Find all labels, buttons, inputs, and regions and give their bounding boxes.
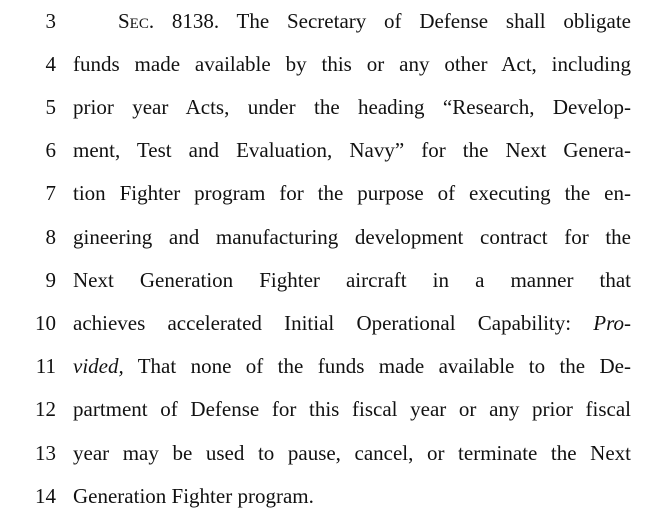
- text-segment: achieves accelerated Initial Operational Capability:: [73, 311, 594, 335]
- text-segment: 8138. The Secretary of Defense shall obligate: [154, 9, 631, 33]
- line-text: [73, 172, 631, 215]
- line-text: [73, 259, 631, 302]
- text-line: [0, 302, 660, 345]
- text-line: [0, 475, 660, 518]
- text-line: [0, 259, 660, 302]
- line-text: [73, 216, 631, 259]
- text-segment: tion Fighter program for the purpose of executing the en-: [73, 181, 631, 205]
- text-segment: ment, Test and Evaluation, Navy” for the Next Genera-: [73, 138, 631, 162]
- line-number: 13: [35, 441, 56, 465]
- line-number: 8: [45, 225, 56, 249]
- text-segment: prior year Acts, under the heading “Research, Develop-: [73, 95, 631, 119]
- line-number: 6: [45, 138, 56, 162]
- text-line: [0, 388, 660, 431]
- line-number: 14: [35, 484, 56, 508]
- line-number: 5: [45, 95, 56, 119]
- line-text: [73, 302, 631, 345]
- text-segment: gineering and manufacturing development contract for the: [73, 225, 631, 249]
- line-number: 7: [45, 181, 56, 205]
- text-line: [0, 129, 660, 172]
- text-line: [0, 172, 660, 215]
- line-number: 12: [35, 397, 56, 421]
- line-number: 4: [45, 52, 56, 76]
- line-text: [73, 388, 631, 431]
- text-line: [0, 0, 660, 43]
- line-text: [73, 43, 631, 86]
- text-line: [0, 432, 660, 475]
- line-text: [118, 0, 631, 43]
- section-label: Sec.: [118, 9, 155, 33]
- text-segment: Generation Fighter program.: [73, 484, 314, 508]
- text-line: [0, 86, 660, 129]
- line-text: [73, 129, 631, 172]
- text-segment: Next Generation Fighter aircraft in a manner that: [73, 268, 631, 292]
- text-segment: That none of the funds made available to the De-: [123, 354, 631, 378]
- italic-segment: vided,: [73, 354, 124, 378]
- text-segment: partment of Defense for this fiscal year or any prior fiscal: [73, 397, 631, 421]
- line-number: 10: [35, 311, 56, 335]
- text-segment: year may be used to pause, cancel, or terminate the Next: [73, 441, 631, 465]
- text-segment: funds made available by this or any other Act, including: [73, 52, 631, 76]
- line-text: [73, 432, 631, 475]
- line-number: 3: [45, 9, 56, 33]
- text-line: [0, 216, 660, 259]
- line-number: 9: [45, 268, 56, 292]
- line-number: 11: [35, 354, 56, 378]
- text-line: [0, 43, 660, 86]
- line-text: [73, 475, 631, 518]
- line-text: [73, 86, 631, 129]
- line-text: [73, 345, 631, 388]
- text-line: [0, 345, 660, 388]
- italic-segment: Pro-: [593, 311, 631, 335]
